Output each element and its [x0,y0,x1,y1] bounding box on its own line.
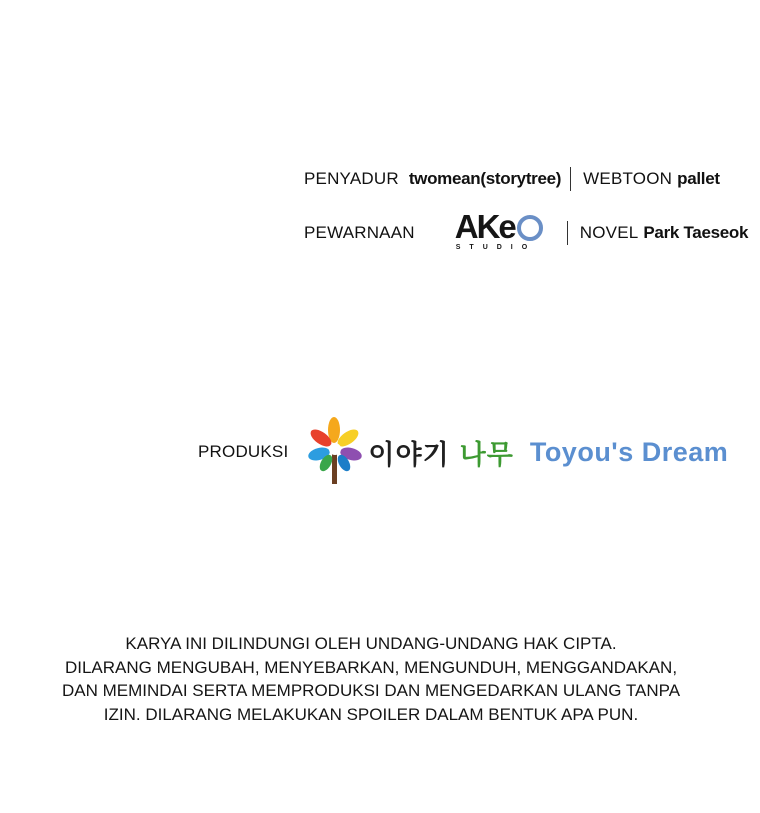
novel-label: NOVEL [579,223,639,242]
toyous-dream-logo: Toyou's Dream [529,436,729,467]
webtoon-label: WEBTOON [583,169,673,188]
akeo-studio-logo [454,208,545,254]
akeo-logo-word: AKe [454,208,515,245]
storytree-logo-text [368,433,513,472]
production-label: PRODUKSI [198,442,289,461]
notice-line: KARYA INI DILINDUNGI OLEH UNDANG-UNDANG HAK CIPTA. [125,634,617,653]
akeo-logo-subtext: STUDIO [455,244,537,251]
webtoon-value: pallet [677,169,720,188]
credit-divider [570,167,571,191]
storytree-logo-text-b: 나무 [459,439,514,470]
credits-row-colorist [304,208,749,254]
akeo-logo-ring-icon [517,215,543,241]
novel-value: Park Taeseok [643,223,749,242]
adapter-value: twomean(storytree) [408,169,562,188]
colorist-label: PEWARNAAN [304,223,415,242]
copyright-notice [40,632,702,726]
notice-line: DAN MEMINDAI SERTA MEMPRODUKSI DAN MENGEDARKAN ULANG TANPA [61,681,681,700]
storytree-flower-icon [306,416,364,488]
credits-row-adapter [304,166,720,192]
credit-divider [567,221,568,245]
notice-line: IZIN. DILARANG MELAKUKAN SPOILER DALAM BENTUK APA PUN. [103,704,639,724]
notice-line: DILARANG MENGUBAH, MENYEBARKAN, MENGUNDUH, MENGGANDAKAN, [64,657,678,677]
production-row [198,416,728,488]
storytree-logo-text-a: 이야기 [368,439,450,470]
adapter-label: PENYADUR [304,169,399,188]
